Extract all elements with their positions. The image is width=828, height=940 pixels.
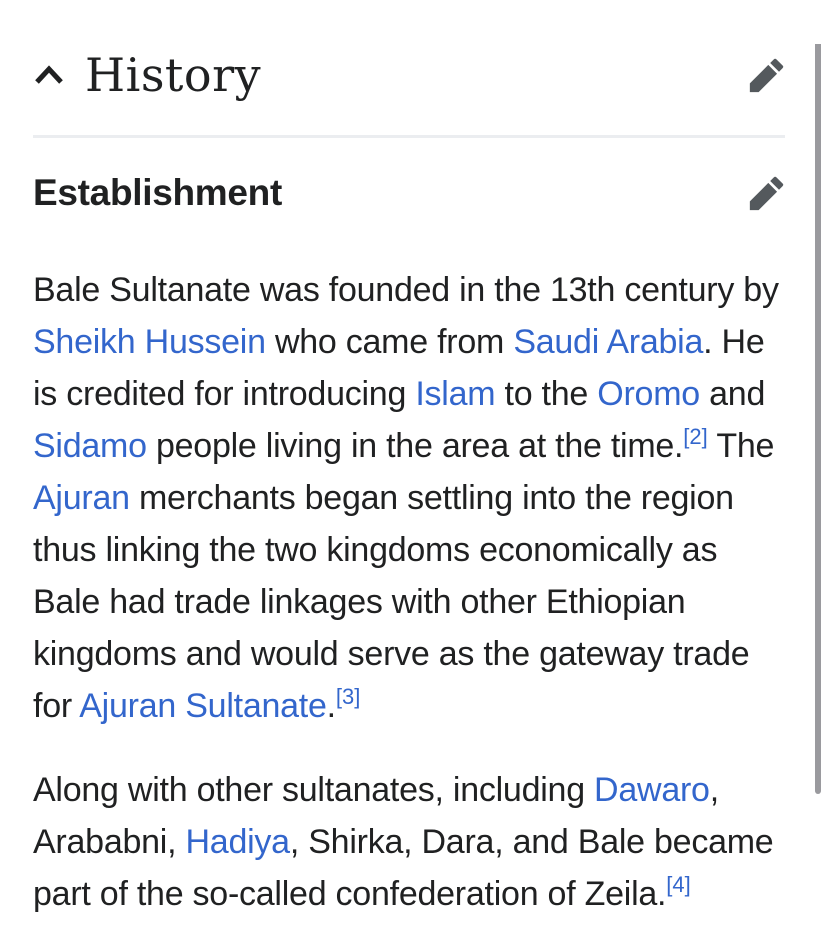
paragraph-text: , Shirka, Dara, and Bale became part of the so-called confederation of Zeila. (33, 823, 774, 913)
citation-ref[interactable] (666, 872, 690, 897)
citation-ref[interactable] (336, 684, 360, 709)
paragraph-text: who came from (265, 323, 514, 361)
wikipedia-article-page (0, 44, 828, 940)
paragraph-text: merchants began settling into the region thus linking the two kingdoms economically as Bale had trade linkages with other Ethiopian kingdoms and would serve as the gateway trade for (33, 479, 750, 725)
paragraph-text: to the (495, 375, 598, 413)
article-link[interactable]: Ajuran (33, 479, 130, 517)
section-collapse-button[interactable] (33, 59, 65, 91)
paragraph-text: and (699, 375, 766, 413)
section-header-history (33, 44, 785, 106)
citation-link[interactable]: [4] (666, 872, 691, 897)
citation-link[interactable]: [2] (683, 424, 708, 449)
article-link[interactable]: Hadiya (185, 823, 290, 861)
paragraph-text: Bale Sultanate was founded in the 13th century by (33, 271, 779, 309)
article-link[interactable]: Islam (415, 375, 496, 413)
paragraph-text: . He is credited for introducing (33, 323, 765, 413)
edit-pencil-icon (748, 57, 785, 94)
subsection-edit-button[interactable] (747, 174, 785, 212)
section-divider (33, 135, 785, 138)
paragraph-establishment-1 (33, 264, 785, 732)
subsection-title: Establishment (33, 172, 282, 213)
article-link[interactable]: Dawaro (594, 771, 710, 809)
article-link[interactable]: Saudi Arabia (513, 323, 704, 361)
paragraph-establishment-2 (33, 764, 785, 920)
paragraph-text: Along with other sultanates, including (33, 771, 595, 809)
section-title[interactable]: History (85, 48, 262, 102)
paragraph-text: The (707, 427, 775, 465)
article-link[interactable]: Oromo (597, 375, 700, 413)
section-edit-button[interactable] (747, 56, 785, 94)
article-link[interactable]: Sidamo (33, 427, 147, 465)
article-link[interactable]: Ajuran Sultanate (79, 687, 327, 725)
chevron-up-icon (34, 64, 64, 86)
edit-pencil-icon (748, 175, 785, 212)
article-link[interactable]: Sheikh Hussein (33, 323, 266, 361)
paragraph-text: people living in the area at the time. (146, 427, 684, 465)
citation-ref[interactable] (683, 424, 707, 449)
scrollbar[interactable] (815, 44, 821, 794)
subsection-header-establishment (33, 168, 785, 218)
citation-link[interactable]: [3] (335, 684, 361, 709)
paragraph-text: . (326, 687, 336, 725)
article-content (0, 44, 828, 920)
paragraph-text: , Arababni, (33, 771, 719, 861)
